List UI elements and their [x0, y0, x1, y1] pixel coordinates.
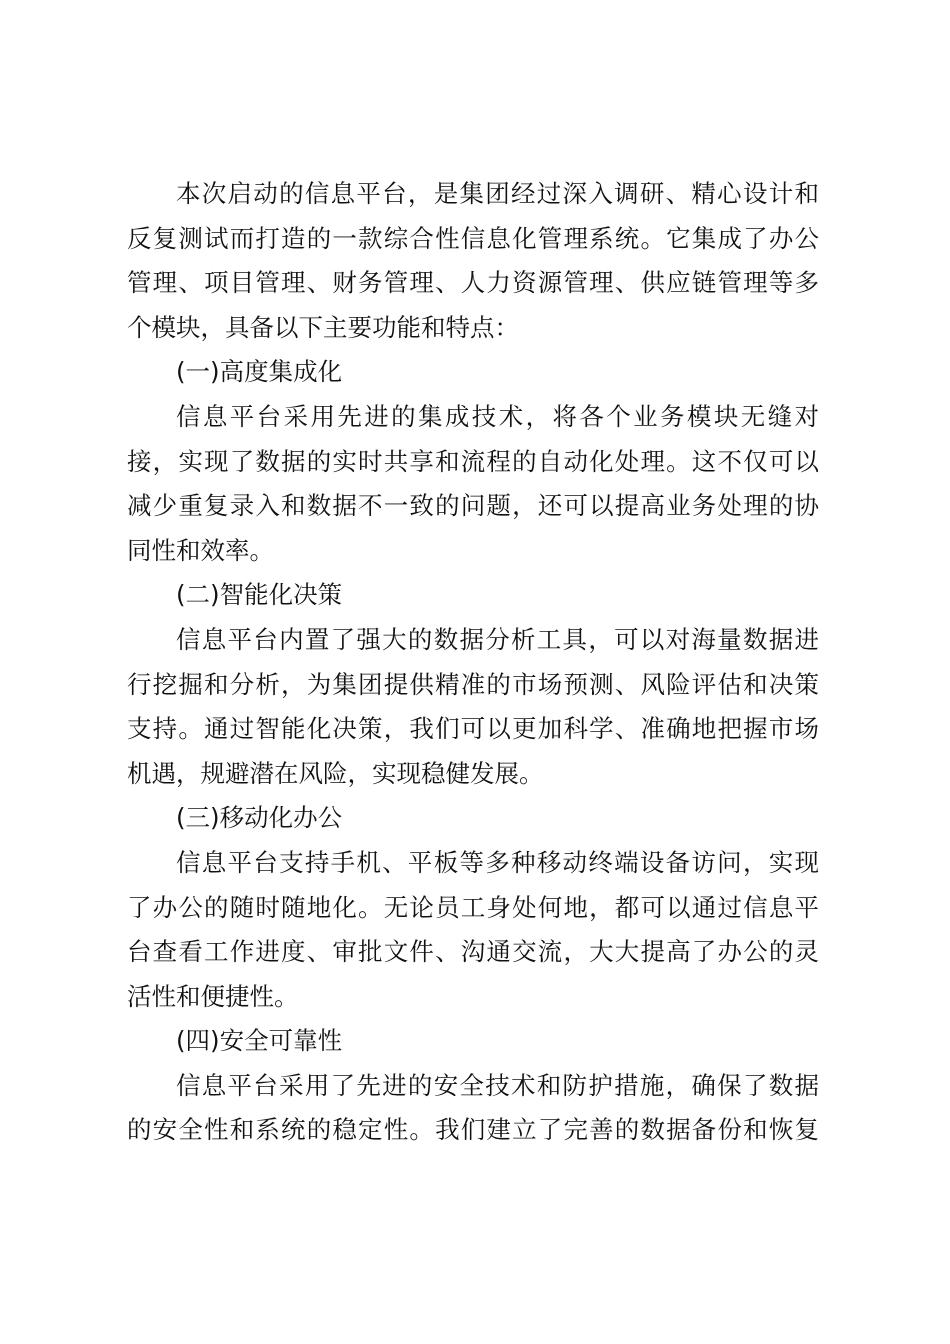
paragraph-mobile [127, 841, 819, 1019]
paragraph-line: 反复测试而打造的一款综合性信息化管理系统。它集成了办公 [127, 223, 819, 253]
paragraph-line: 了办公的随时随地化。无论员工身处何地，都可以通过信息平 [127, 892, 819, 922]
paragraph-line: 减少重复录入和数据不一致的问题，还可以提高业务处理的协 [127, 491, 819, 521]
section-heading-4: (四)安全可靠性 [176, 1026, 343, 1056]
paragraph-line: 信息平台采用先进的集成技术，将各个业务模块无缝对 [176, 401, 819, 431]
paragraph-line: 本次启动的信息平台，是集团经过深入调研、精心设计和 [176, 179, 819, 208]
section-heading-3: (三)移动化办公 [176, 803, 343, 833]
paragraph-integration [127, 395, 819, 573]
paragraph-line: 管理、项目管理、财务管理、人力资源管理、供应链管理等多 [127, 268, 819, 298]
paragraph-decision [127, 618, 819, 796]
paragraph-line: 活性和便捷性。 [127, 981, 299, 1011]
paragraph-line: 个模块，具备以下主要功能和特点： [127, 312, 519, 342]
paragraph-line: 信息平台内置了强大的数据分析工具，可以对海量数据进 [176, 624, 819, 654]
paragraph-line: 行挖掘和分析，为集团提供精准的市场预测、风险评估和决策 [127, 669, 819, 699]
paragraph-line: 台查看工作进度、审批文件、沟通交流，大大提高了办公的灵 [127, 937, 819, 967]
document-body [127, 172, 819, 1153]
paragraph-line: 同性和效率。 [127, 535, 274, 565]
paragraph-security [127, 1064, 819, 1153]
paragraph-line: 机遇，规避潜在风险，实现稳健发展。 [127, 758, 544, 788]
paragraph-intro [127, 172, 819, 350]
paragraph-line: 接，实现了数据的实时共享和流程的自动化处理。这不仅可以 [127, 446, 819, 476]
section-heading-2: (二)智能化决策 [176, 580, 343, 610]
paragraph-line: 的安全性和系统的稳定性。我们建立了完善的数据备份和恢复 [127, 1115, 819, 1145]
paragraph-line: 信息平台支持手机、平板等多种移动终端设备访问，实现 [176, 847, 819, 877]
section-heading-1: (一)高度集成化 [176, 357, 343, 387]
paragraph-line: 信息平台采用了先进的安全技术和防护措施，确保了数据 [176, 1070, 819, 1100]
paragraph-line: 支持。通过智能化决策，我们可以更加科学、准确地把握市场 [127, 714, 819, 744]
